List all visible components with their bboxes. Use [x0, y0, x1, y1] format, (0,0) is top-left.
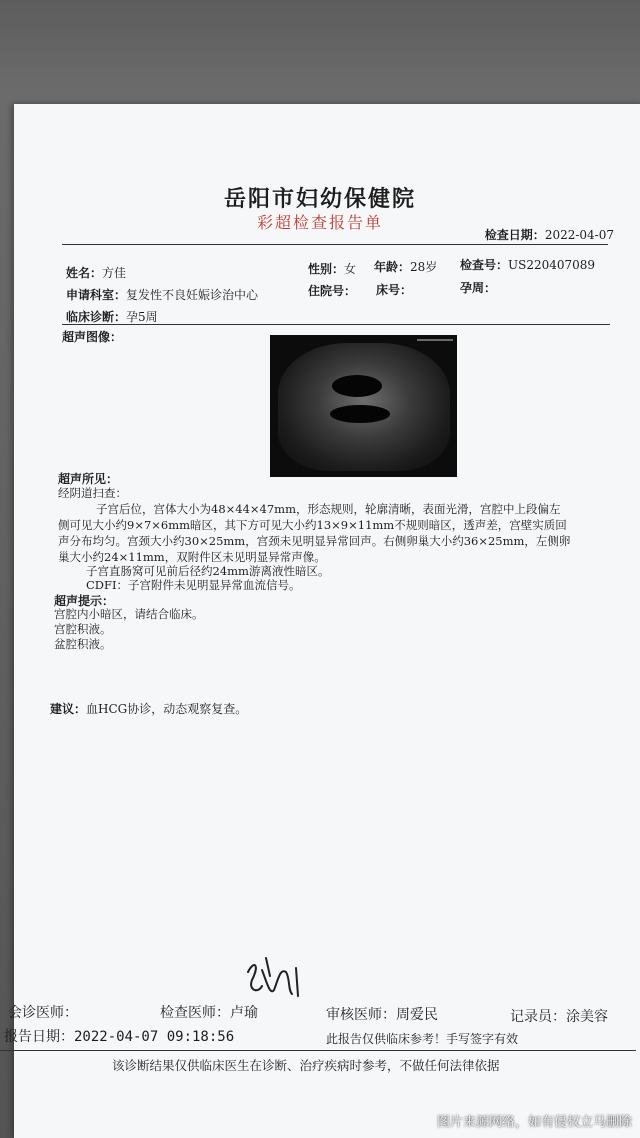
report-date-value: 2022-04-07 09:18:56 [74, 1029, 235, 1045]
age-value: 28岁 [410, 260, 438, 274]
reviewer-value: 周爱民 [396, 1007, 438, 1023]
disclaimer: 该诊断结果仅供临床医生在诊断、治疗疾病时参考，不做任何法律依据 [112, 1058, 500, 1073]
dept-value: 复发性不良妊娠诊治中心 [126, 288, 259, 302]
findings-line: 子宫后位，宫体大小为48×44×47mm，形态规则，轮廓清晰，表面光滑，宫腔中上段偏左 [96, 502, 561, 516]
ultrasound-dark-area-lower [330, 405, 390, 423]
name-label: 姓名： [66, 266, 103, 280]
findings-label: 超声所见： [58, 472, 119, 486]
bed-label: 床号： [376, 283, 413, 297]
exam-no-label: 检查号： [460, 258, 509, 272]
image-label: 超声图像： [62, 330, 123, 344]
footer-rule [0, 1050, 636, 1051]
hints-label: 超声提示： [54, 594, 115, 608]
patient-gestation [460, 279, 496, 296]
patient-age [374, 258, 437, 275]
dept-label: 申请科室： [66, 288, 127, 302]
hint-line: 盆腔积液。 [54, 637, 112, 651]
gender-value: 女 [344, 262, 357, 276]
findings-line: CDFI：子宫附件未见明显异常血流信号。 [86, 578, 301, 592]
header-rule [62, 244, 608, 245]
exam-date-value: 2022-04-07 [544, 228, 614, 242]
exam-no-value: US220407089 [508, 258, 596, 272]
patient-rule [62, 324, 610, 325]
patient-bed [376, 281, 412, 298]
hint-line: 宫腔积液。 [54, 622, 112, 636]
examiner-value: 卢瑜 [230, 1005, 258, 1021]
findings-line: 声分布均匀。宫颈大小约30×25mm，宫颈未见明显异常回声。右侧卵巢大小约36×25mm，左侧卵 [58, 534, 571, 548]
report-title: 彩超检查报告单 [256, 213, 383, 232]
patient-name [66, 264, 126, 281]
reviewing-doctor [326, 1004, 438, 1024]
examining-doctor [160, 1002, 258, 1022]
diag-value: 孕5周 [126, 310, 158, 324]
report-date [4, 1026, 234, 1046]
hint-line: 宫腔内小暗区，请结合临床。 [54, 607, 204, 621]
findings-line: 巢大小约24×11mm，双附件区未见明显异常声像。 [58, 550, 326, 564]
age-label: 年龄： [374, 260, 411, 274]
clinical-diagnosis [66, 308, 158, 325]
ultrasound-dark-area [332, 375, 382, 397]
hospital-name: 岳阳市妇幼保健院 [223, 186, 416, 212]
findings-line: 经阴道扫查： [58, 486, 127, 500]
findings-line: 子宫直肠窝可见前后径约24mm游离液性暗区。 [86, 564, 330, 578]
watermark: 图片来源网络，如有侵权立马删除 [436, 1115, 632, 1130]
recorder [510, 1006, 608, 1026]
patient-gender [308, 260, 356, 277]
findings-line: 侧可见大小约9×7×6mm暗区，其下方可见大小约13×9×11mm不规则暗区，透声差，宫壁实质回 [58, 518, 567, 532]
exam-date-label: 检查日期： [484, 228, 545, 242]
consult-doctor [8, 1002, 78, 1022]
advice-value: 血HCG协诊，动态观察复查。 [86, 702, 248, 716]
reviewer-label: 审核医师： [326, 1007, 396, 1023]
patient-exam-no [460, 256, 595, 273]
recorder-label: 记录员： [510, 1009, 566, 1025]
patient-inpatient-no [308, 282, 356, 299]
ultrasound-overlay-mark [417, 339, 453, 361]
handwritten-signature [240, 950, 310, 1010]
diag-label: 临床诊断： [66, 310, 127, 324]
exam-date [485, 226, 614, 243]
gender-label: 性别： [308, 262, 345, 276]
patient-dept [66, 286, 258, 303]
ultrasound-image [270, 335, 457, 477]
consult-label: 会诊医师： [8, 1005, 78, 1021]
report-date-label: 报告日期： [4, 1029, 74, 1045]
advice-label: 建议： [50, 702, 87, 716]
inpatient-label: 住院号： [308, 284, 357, 298]
name-value: 方佳 [102, 266, 127, 280]
recorder-value: 涂美容 [566, 1009, 608, 1025]
report-note: 此报告仅供临床参考！手写签字有效 [326, 1032, 519, 1046]
examiner-label: 检查医师： [160, 1005, 230, 1021]
advice [50, 700, 247, 717]
gest-label: 孕周： [460, 281, 497, 295]
